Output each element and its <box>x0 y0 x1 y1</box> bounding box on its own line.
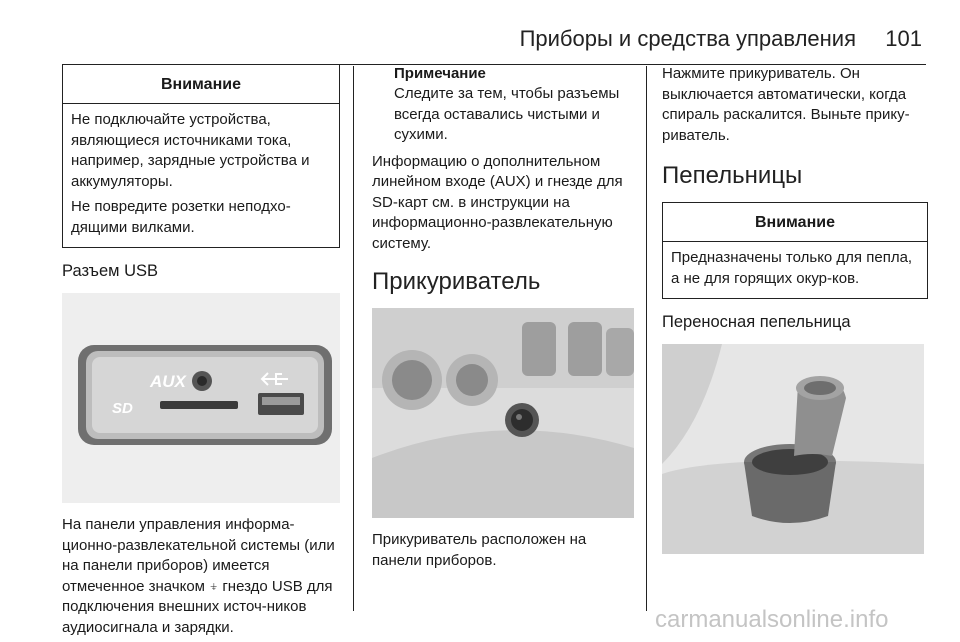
lighter-heading: Прикуриватель <box>372 268 541 295</box>
warning-paragraph: Предназначены только для пепла, а не для горящих окур-ков. <box>671 249 913 287</box>
watermark: carmanualsonline.info <box>655 606 889 633</box>
usb-port-photo <box>62 293 340 503</box>
warning-title: Внимание <box>663 203 927 242</box>
sd-label: SD <box>112 400 133 417</box>
portable-ashtray-photo <box>662 344 924 554</box>
column-2 <box>372 64 634 571</box>
portable-ashtray-heading: Переносная пепельница <box>662 313 851 331</box>
ashtrays-heading: Пепельницы <box>662 162 803 189</box>
page-header <box>0 18 960 58</box>
column-1 <box>62 64 340 638</box>
column-divider <box>353 66 354 611</box>
warning-title: Внимание <box>63 65 339 104</box>
note-title: Примечание <box>394 65 486 82</box>
aux-description: Информацию о дополнительном линейном входе (AUX) и гнезде для SD-карт см. в инструкции на информационно-развлекательную систему. <box>372 152 623 252</box>
usb-description: На панели управления информа-ционно-развлекательной системы (или на панели приборов) имеется отмеченное значком ⍖ гнездо USB для подключения внешних источ-ников аудиосигнала и зарядки. <box>62 516 335 636</box>
warning-box <box>62 64 340 248</box>
aux-label: AUX <box>150 372 186 391</box>
warning-paragraph: Не повредите розетки неподхо-дящими вилками. <box>71 198 291 236</box>
warning-body <box>663 242 927 298</box>
usb-heading: Разъем USB <box>62 262 158 280</box>
page-number: 101 <box>885 26 922 51</box>
column-divider <box>646 66 647 611</box>
warning-body <box>63 104 339 247</box>
header-title: Приборы и средства управления <box>519 26 856 51</box>
warning-paragraph: Не подключайте устройства, являющиеся источниками тока, например, зарядные устройства и аккумуляторы. <box>71 111 310 190</box>
cigarette-lighter-photo <box>372 308 634 518</box>
column-3 <box>662 64 928 554</box>
lighter-caption: Прикуриватель расположен на панели приборов. <box>372 531 587 569</box>
note-body: Следите за тем, чтобы разъемы всегда оставались чистыми и сухими. <box>394 85 620 143</box>
lighter-instructions: Нажмите прикуриватель. Он выключается автоматически, когда спираль раскалится. Выньте прику-риватель. <box>662 65 910 144</box>
warning-box <box>662 202 928 299</box>
